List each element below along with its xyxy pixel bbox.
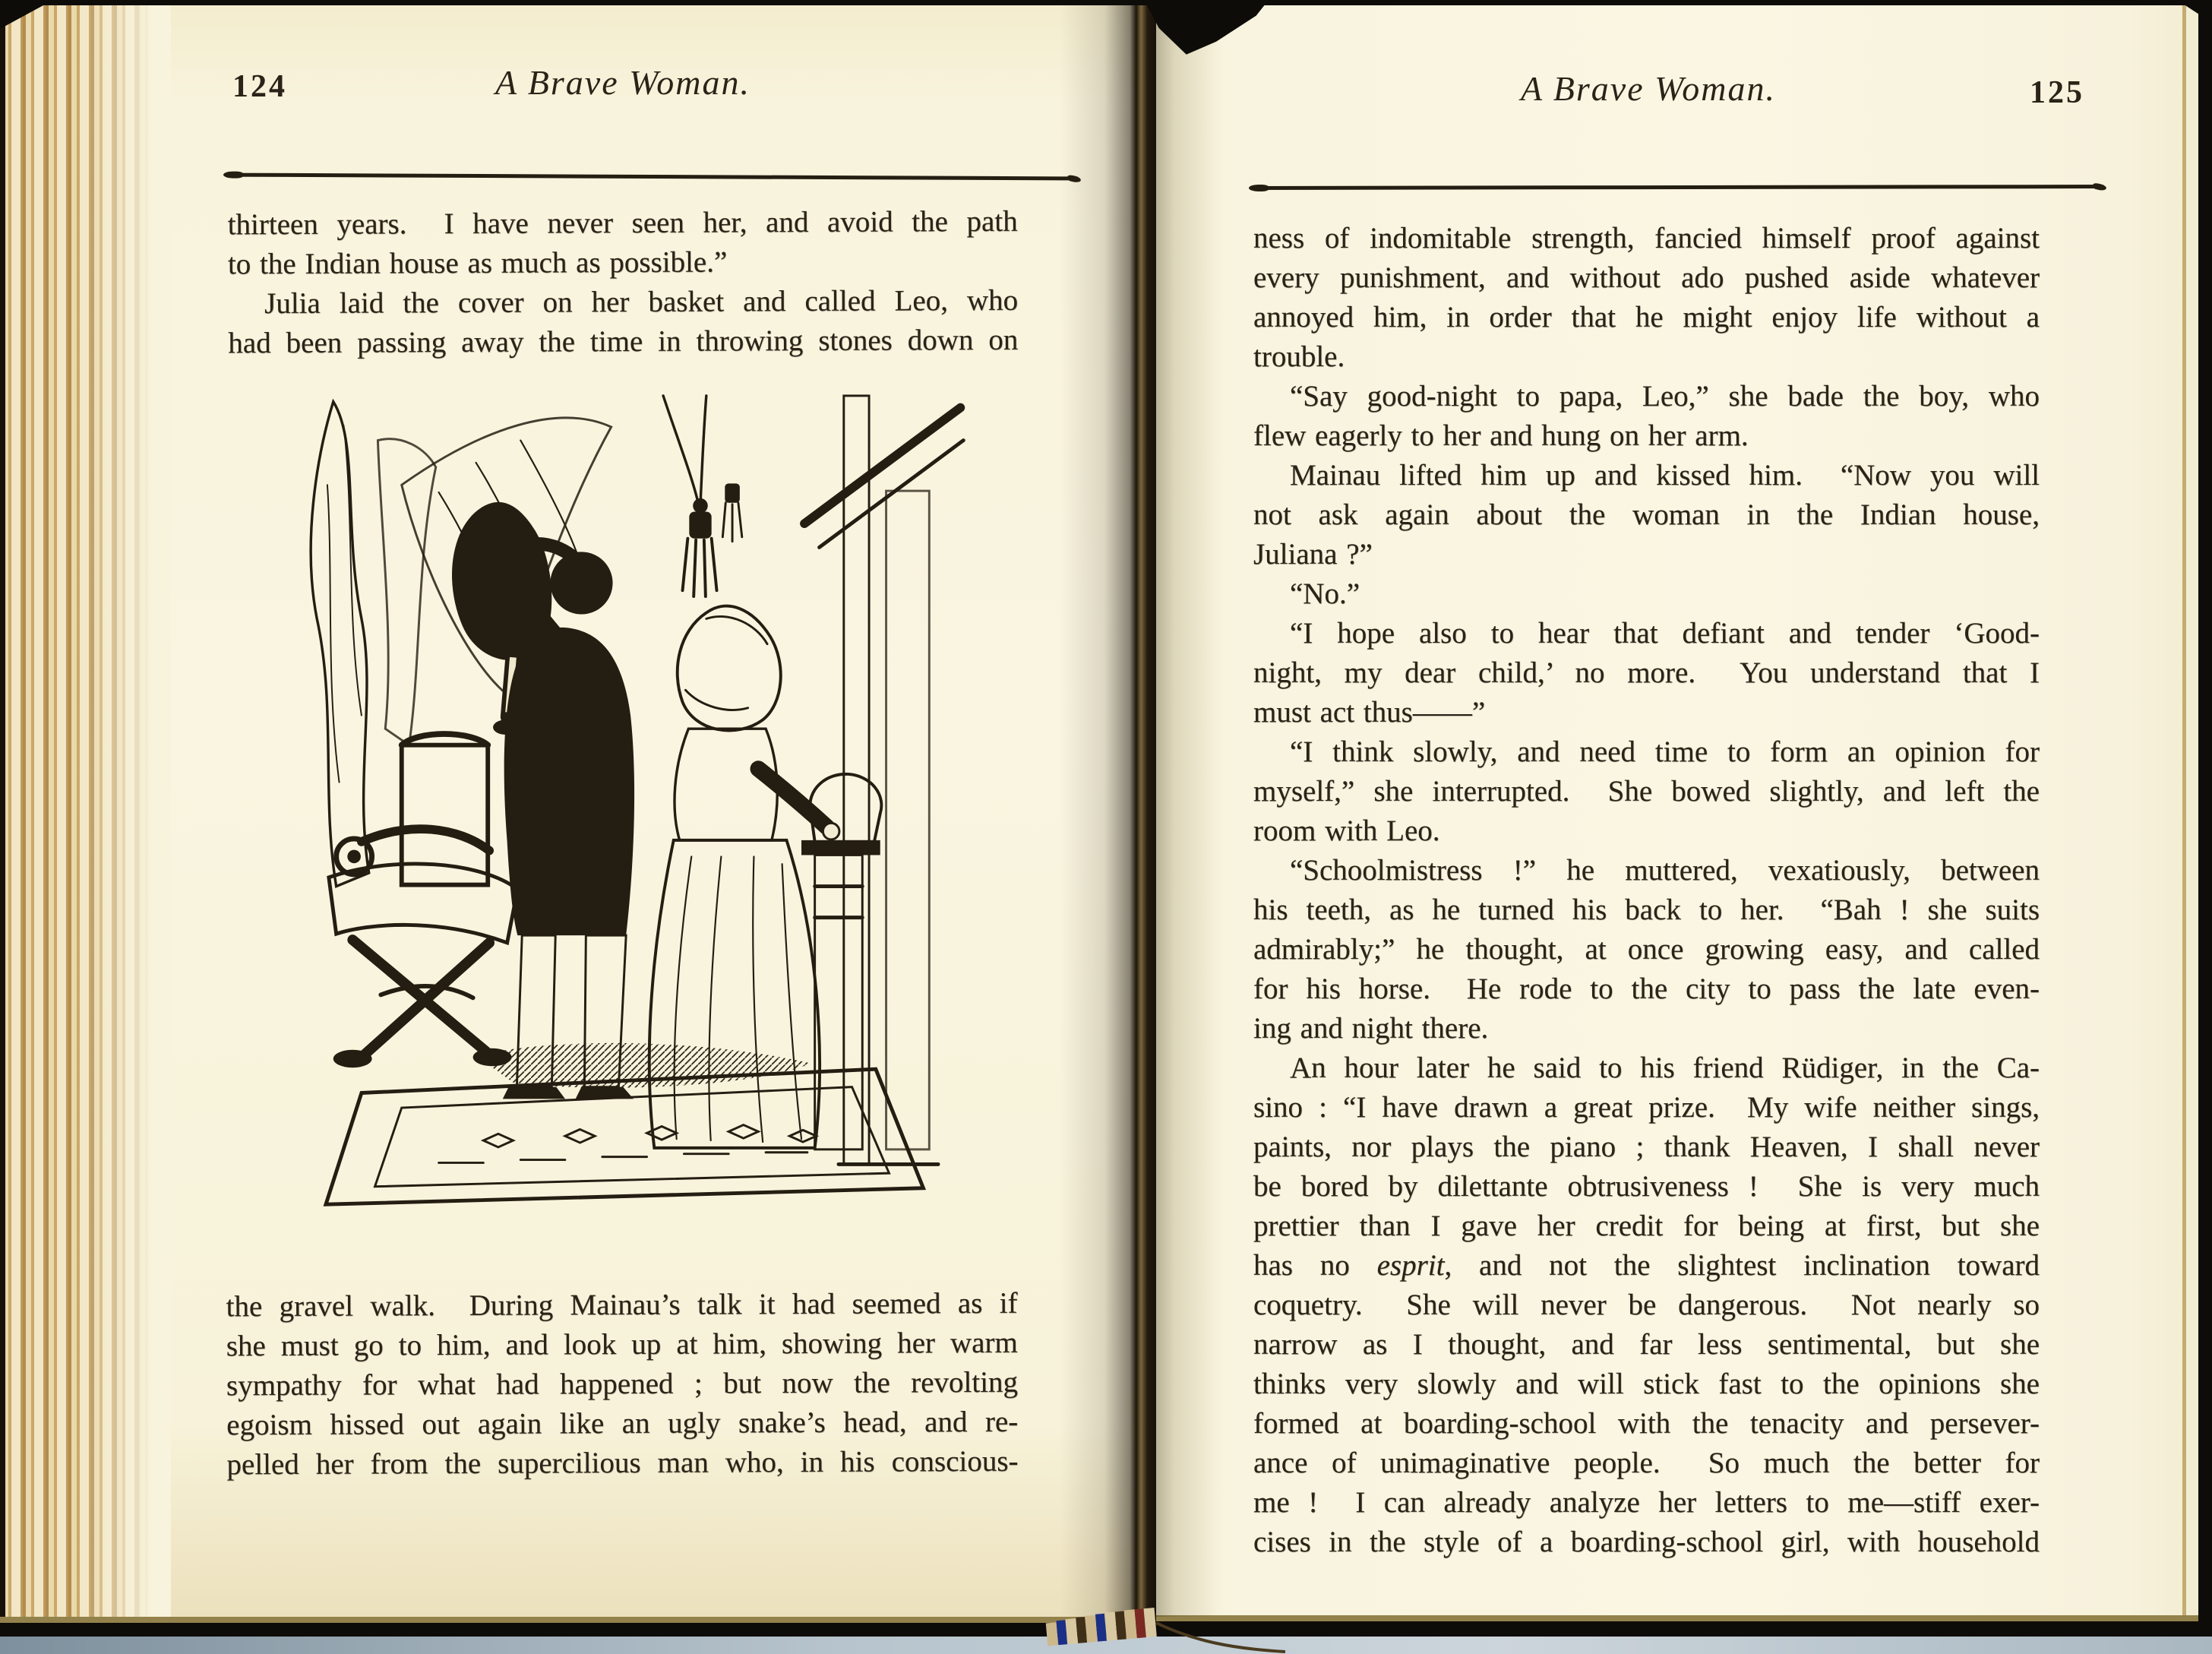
- text-line: to the Indian house as much as possible.”: [227, 245, 728, 281]
- text-line: every punishment, and without ado pushed aside whatever: [1253, 261, 2040, 294]
- text-line: has no esprit, and not the slightest inclination toward: [1253, 1249, 2040, 1282]
- right-text-block: [1253, 219, 2040, 1562]
- text-line: room with Leo.: [1253, 814, 1440, 847]
- text-line: the gravel walk. During Mainau’s talk it had seemed as if: [226, 1286, 1018, 1324]
- right-running-title: A Brave Woman.: [1521, 69, 1776, 108]
- headband: [1042, 1602, 1316, 1654]
- text-line: sympathy for what had happened ; but now the revolting: [226, 1365, 1019, 1403]
- chair: [329, 734, 517, 1067]
- text-line: “Schoolmistress !” he muttered, vexatiously, between: [1290, 854, 2040, 887]
- text-line: paints, nor plays the piano ; thank Heaven, I shall never: [1253, 1131, 2040, 1163]
- text-line: narrow as I thought, and far less sentimental, but she: [1253, 1328, 2040, 1361]
- right-page: [1156, 5, 2198, 1621]
- text-line: flew eagerly to her and hung on her arm.: [1253, 419, 1749, 452]
- text-line: had been passing away the time in throwing stones down on: [228, 323, 1019, 360]
- text-line: trouble.: [1253, 340, 1345, 373]
- illustration: [290, 388, 974, 1251]
- text-line: night, my dear child,’ no more. You understand that I: [1253, 656, 2040, 689]
- text-line: his teeth, as he turned his back to her. “Bah ! she suits: [1253, 893, 2040, 926]
- text-line: me ! I can already analyze her letters to me—stiff exer-: [1253, 1486, 2040, 1519]
- text-line: must act thus——”: [1253, 696, 1486, 729]
- left-page-edge-stack: [0, 5, 171, 1617]
- text-line: egoism hissed out again like an ugly snake’s head, and re-: [226, 1405, 1019, 1442]
- text-line: sino : “I have drawn a great prize. My wife neither sings,: [1253, 1091, 2040, 1124]
- text-line: myself,” she interrupted. She bowed slightly, and left the: [1253, 775, 2040, 808]
- tassel-cord: [663, 396, 742, 596]
- text-line: prettier than I gave her credit for being at first, but she: [1253, 1210, 2040, 1242]
- left-text-block-top: [228, 202, 1019, 364]
- left-running-title: A Brave Woman.: [495, 63, 750, 102]
- text-line: “I think slowly, and need time to form an opinion for: [1290, 735, 2040, 768]
- text-line: be bored by dilettante obtrusiveness ! She is very much: [1253, 1170, 2040, 1203]
- text-line: “I hope also to hear that defiant and tender ‘Good-: [1290, 617, 2040, 650]
- right-header-rule: [1252, 185, 2104, 190]
- text-line: admirably;” he thought, at once growing easy, and called: [1253, 933, 2040, 966]
- text-line: formed at boarding-school with the tenacity and persever-: [1253, 1407, 2040, 1440]
- text-line: thinks very slowly and will stick fast to the opinions she: [1253, 1368, 2040, 1400]
- text-line: cises in the style of a boarding-school girl, with household: [1253, 1526, 2040, 1558]
- text-line: Julia laid the cover on her basket and called Leo, who: [264, 283, 1019, 321]
- right-page-fore-edge: [2182, 5, 2186, 1615]
- man-with-child: [452, 502, 634, 1099]
- text-line: for his horse. He rode to the city to pass the late even-: [1253, 972, 2040, 1005]
- text-line: pelled her from the supercilious man who, in his conscious-: [226, 1444, 1019, 1482]
- text-line: annoyed him, in order that he might enjoy life without a: [1253, 301, 2040, 334]
- door-frame: [804, 396, 963, 1165]
- text-line: Mainau lifted him up and kissed him. “Now you will: [1290, 459, 2040, 492]
- rug: [326, 1043, 924, 1204]
- left-page-number: 124: [232, 69, 287, 104]
- text-line: “No.”: [1290, 577, 1360, 610]
- text-line: Juliana ?”: [1253, 538, 1373, 571]
- left-header-rule: [226, 173, 1079, 181]
- text-line: ness of indomitable strength, fancied himself proof against: [1253, 222, 2040, 255]
- text-line: An hour later he said to his friend Rüdiger, in the Ca-: [1290, 1052, 2040, 1084]
- text-line: she must go to him, and look up at him, showing her warm: [226, 1326, 1018, 1363]
- left-page: [0, 5, 1137, 1623]
- right-page-number: 125: [2030, 75, 2084, 110]
- text-line: ance of unimaginative people. So much the better for: [1253, 1447, 2040, 1479]
- text-line: ing and night there.: [1253, 1012, 1489, 1045]
- text-line: coquetry. She will never be dangerous. Not nearly so: [1253, 1289, 2040, 1321]
- text-line: “Say good-night to papa, Leo,” she bade the boy, who: [1290, 380, 2040, 413]
- text-line: thirteen years. I have never seen her, and avoid the path: [227, 204, 1018, 242]
- cover-top-edge: [0, 0, 2212, 5]
- left-text-block-bottom: [226, 1284, 1018, 1485]
- text-line: not ask again about the woman in the Indian house,: [1253, 498, 2040, 531]
